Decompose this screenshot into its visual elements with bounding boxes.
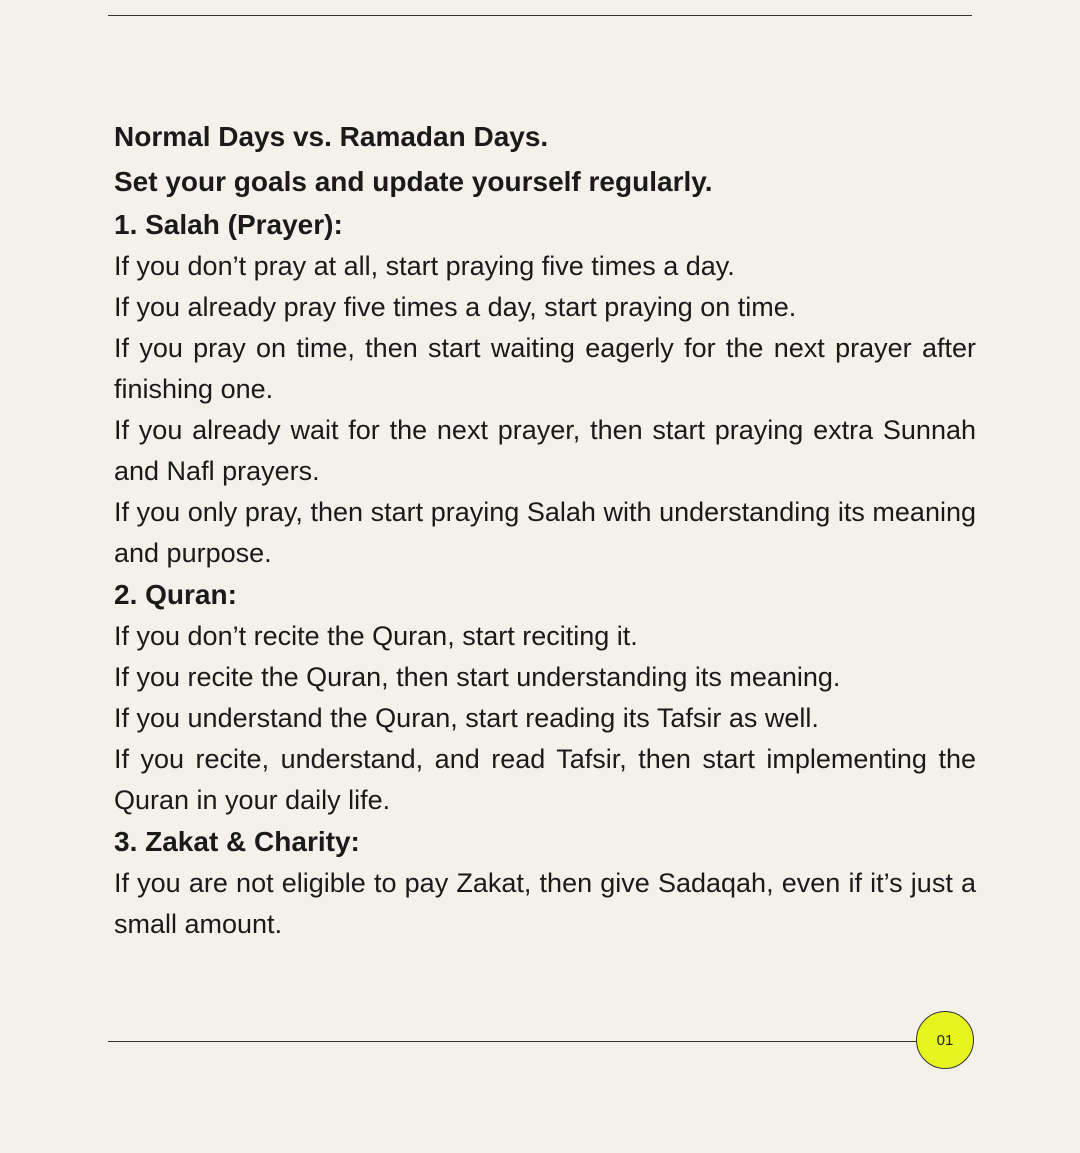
paragraph: If you already pray five times a day, start praying on time.	[114, 292, 797, 322]
paragraph: If you recite the Quran, then start understanding its meaning.	[114, 662, 841, 692]
paragraph: If you are not eligible to pay Zakat, then give Sadaqah, even if it’s just a small amount.	[114, 868, 976, 939]
section-quran	[114, 574, 976, 821]
section-heading: 2. Quran:	[114, 579, 237, 610]
paragraph: If you don’t pray at all, start praying five times a day.	[114, 251, 735, 281]
footer-divider	[108, 1041, 920, 1042]
paragraph: If you already wait for the next prayer, then start praying extra Sunnah and Nafl prayers.	[114, 415, 976, 486]
section-heading: 3. Zakat & Charity:	[114, 826, 360, 857]
paragraph: If you only pray, then start praying Salah with understanding its meaning and purpose.	[114, 497, 976, 568]
paragraph: If you recite, understand, and read Tafsir, then start implementing the Quran in your daily life.	[114, 744, 976, 815]
paragraph: If you pray on time, then start waiting eagerly for the next prayer after finishing one.	[114, 333, 976, 404]
document-subtitle: Set your goals and update yourself regularly.	[114, 166, 713, 197]
document-title: Normal Days vs. Ramadan Days.	[114, 121, 549, 152]
section-salah	[114, 204, 976, 574]
document-body	[114, 114, 976, 945]
paragraph: If you don’t recite the Quran, start reciting it.	[114, 621, 638, 651]
section-heading: 1. Salah (Prayer):	[114, 209, 343, 240]
top-divider	[108, 15, 972, 16]
paragraph: If you understand the Quran, start reading its Tafsir as well.	[114, 703, 819, 733]
section-zakat	[114, 821, 976, 945]
page-number-badge: 01	[916, 1011, 974, 1069]
